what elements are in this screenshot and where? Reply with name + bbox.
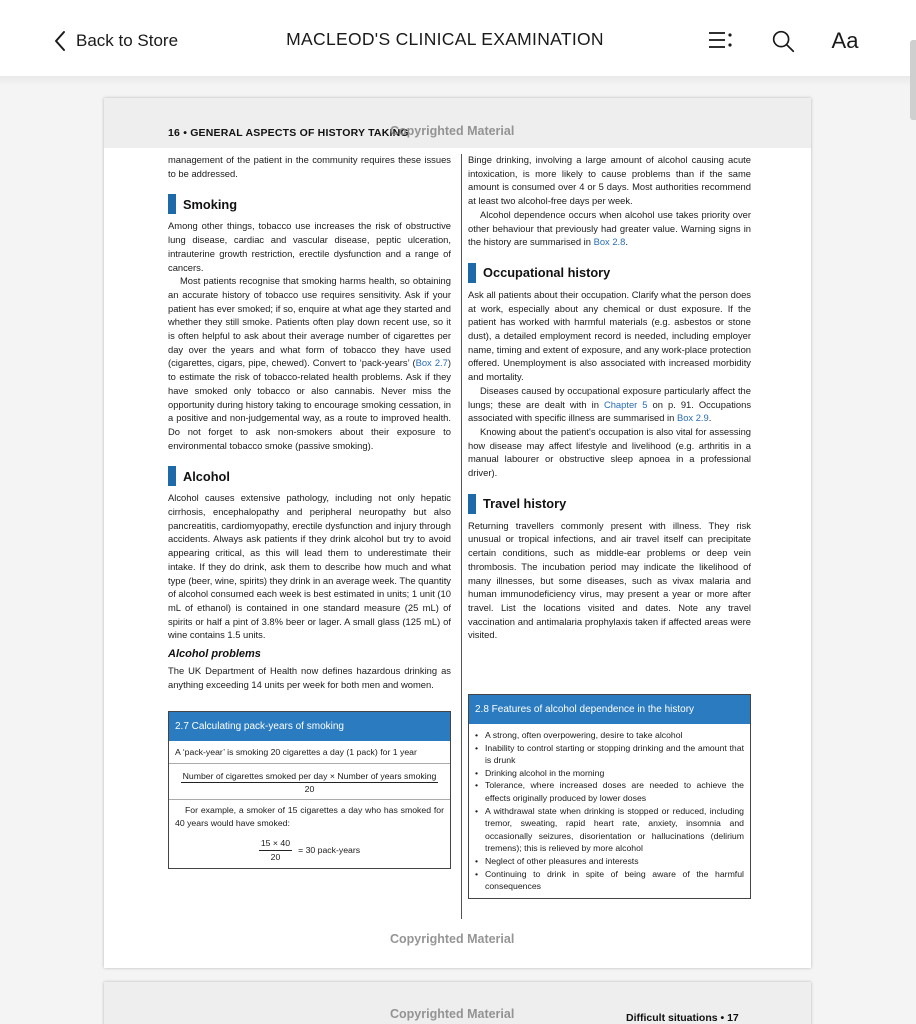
travel-history-heading: Travel history xyxy=(468,494,751,514)
box-2-8-title: 2.8 Features of alcohol dependence in the history xyxy=(469,695,750,724)
box-2-9-link[interactable]: Box 2.9 xyxy=(676,412,709,424)
occupational-history-heading: Occupational history xyxy=(468,263,751,283)
list-item: • A withdrawal state when drinking is stopped or reduced, including tremor, sweating, rapid heart rate, anxiety, insomnia and occasionally seizures, disorientation or hallucinations (delirium tremens); this is relieved by more alcohol xyxy=(475,805,744,855)
table-of-contents-icon[interactable] xyxy=(705,26,735,56)
list-item: • Continuing to drink in spite of being aware of the harmful consequences xyxy=(475,868,744,893)
travel-paragraph: Returning travellers commonly present with illness. They risk unusual or tropical infections, and air travel itself can precipitate certain conditions, such as middle-ear problems or deep vein thrombosis. The incubation period may indicate the likelihood of many illnesses, but some diseases, such as vivax malaria and human immunodeficiency virus, may present a year or more after travel. List the locations visited and dates. Note any travel vaccination and antimalaria prophylaxis taken if affected areas were visited. xyxy=(468,519,751,641)
pack-year-formula: Number of cigarettes smoked per day × Number of years smoking 20 xyxy=(182,770,437,795)
box-2-8-link[interactable]: Box 2.8 xyxy=(593,236,626,248)
alcohol-dependence-list xyxy=(475,729,744,893)
list-item: • A strong, often overpowering, desire to take alcohol xyxy=(475,729,744,742)
alcohol-paragraph: Alcohol causes extensive pathology, including not only hepatic cirrhosis, encephalopathy and peripheral neuropathy but also pancreatitis, cardiomyopathy, erectile dysfunction and injury through accidents. Always ask patients if they drink alcohol but try to avoid appearing critical, as this will lead them to underestimate their intake. If they do drink, ask them to describe how much and what type (beer, wine, spirits) they drink in an average week. The quantity of alcohol consumed each week is best estimated in units; 1 unit (10 mL of ethanol) is contained in one standard measure (25 mL) of spirits or half a pint of 3.8% beer or lager. A small glass (125 mL) of wine contains 1.5 units. xyxy=(168,492,451,641)
left-column xyxy=(168,153,451,869)
alcohol-heading: Alcohol xyxy=(168,466,451,486)
smoking-paragraph-1: Among other things, tobacco use increases the risk of obstructive lung disease, cardiac and vascular disease, peptic ulceration, intrauterine growth restriction, erectile dysfunction and a range of cancers. xyxy=(168,220,451,273)
box-2-7 xyxy=(168,711,451,869)
search-icon[interactable] xyxy=(768,26,798,56)
pack-year-definition: A ‘pack-year’ is smoking 20 cigarettes a day (1 pack) for 1 year xyxy=(175,747,417,758)
list-item: • Neglect of other pleasures and interests xyxy=(475,855,744,868)
box-2-7-body xyxy=(169,741,450,868)
running-head: 16 • GENERAL ASPECTS OF HISTORY TAKING xyxy=(168,127,409,139)
smoking-heading: Smoking xyxy=(168,194,451,214)
toolbar-shadow xyxy=(0,76,916,86)
back-label: Back to Store xyxy=(76,31,179,50)
intro-paragraph: management of the patient in the community requires these issues to be addressed. xyxy=(168,154,451,179)
copyright-watermark-bottom: Copyrighted Material xyxy=(390,932,515,946)
next-book-page xyxy=(104,982,811,1024)
occupational-paragraph-3: Knowing about the patient's occupation is also vital for assessing how disease may affect lifestyle and livelihood (e.g. arthritis in a manual labourer or obstructive sleep apnoea in a professional driver). xyxy=(468,425,751,479)
list-item: • Drinking alcohol in the morning xyxy=(475,767,744,780)
box-2-7-title: 2.7 Calculating pack-years of smoking xyxy=(169,712,450,741)
binge-paragraph-2: Alcohol dependence occurs when alcohol use takes priority over other behaviour that previously had greater value. Warning signs in the history are summarised in Box 2.8. xyxy=(468,208,751,248)
copyright-watermark: Copyrighted Material xyxy=(390,124,515,138)
page-header xyxy=(104,98,811,148)
occupational-paragraph-1: Ask all patients about their occupation. Clarify what the person does at work, especially about any chemical or dust exposure. If the patient has worked with harmful materials (e.g. asbestos or stone dust), a detailed employment record is needed, including employer name, timing and extent of exposure, and any work-place protection offered. Unemployment is also associated with increased morbidity and mortality. xyxy=(468,288,751,383)
alcohol-problems-heading: Alcohol problems xyxy=(168,648,261,661)
column-divider xyxy=(461,154,462,919)
font-settings-button[interactable]: Aa xyxy=(831,28,859,53)
scrollbar[interactable] xyxy=(910,40,916,120)
box-2-8 xyxy=(468,694,751,899)
binge-paragraph-1: Binge drinking, involving a large amount of alcohol causing acute intoxication, is more likely to cause problems than if the same amount is consumed over 4 or 5 days. Most authorities recommend at least two alcohol-free days per week. xyxy=(468,154,751,207)
list-item: • Tolerance, where increased doses are needed to achieve the effects originally produced by lower doses xyxy=(475,779,744,804)
smoking-paragraph-2: Most patients recognise that smoking harms health, so obtaining an accurate history of tobacco use requires sensitivity. Ask if your patient has ever smoked; if so, enquire at what age they started and whether they still smoke. Patients often play down recent use, so it is often helpful to ask about their average number of cigarettes per day over the years and what form of tobacco they have used (cigarettes, cigars, pipe, chewed). Convert to ‘pack-years’ (Box 2.7) to estimate the risk of tobacco-related health problems. Ask if they have smoked only tobacco or also cannabis. Never miss the opportunity during history taking to encourage smoking cessation, in a positive and non-judgemental way, as a route to improved health. Do not forget to ask non-smokers about their exposure to environmental tobacco smoke (passive smoking). xyxy=(168,275,451,451)
box-2-8-body xyxy=(469,724,750,898)
back-to-store-button[interactable] xyxy=(52,26,178,56)
next-page-running-head: Difficult situations • 17 xyxy=(626,1012,739,1024)
book-page xyxy=(104,98,811,968)
book-title: MACLEOD'S CLINICAL EXAMINATION xyxy=(286,29,604,49)
next-page-watermark: Copyrighted Material xyxy=(390,1007,515,1021)
pack-year-example: For example, a smoker of 15 cigarettes a day who has smoked for 40 years would have smoked: xyxy=(175,804,444,828)
chevron-left-icon xyxy=(52,29,68,53)
occupational-paragraph-2: Diseases caused by occupational exposure particularly affect the lungs; these are dealt with in Chapter 5 on p. 91. Occupations associated with specific illness are summarised in Box 2.9. xyxy=(468,384,752,424)
list-item: • Inability to control starting or stopping drinking and the amount that is drunk xyxy=(475,742,744,767)
box-2-7-link[interactable]: Box 2.7 xyxy=(415,357,448,369)
next-page-header xyxy=(104,982,811,1024)
right-column xyxy=(468,153,751,899)
pack-year-equation: $\frac{15 \times 40}{20}$ = 30 pack-years xyxy=(260,838,361,862)
alcohol-problems-paragraph: The UK Department of Health now defines hazardous drinking as anything exceeding 14 units per week for both men and women. xyxy=(168,664,451,690)
reader-toolbar xyxy=(0,0,916,76)
chapter-5-link[interactable]: Chapter 5 xyxy=(603,398,648,410)
